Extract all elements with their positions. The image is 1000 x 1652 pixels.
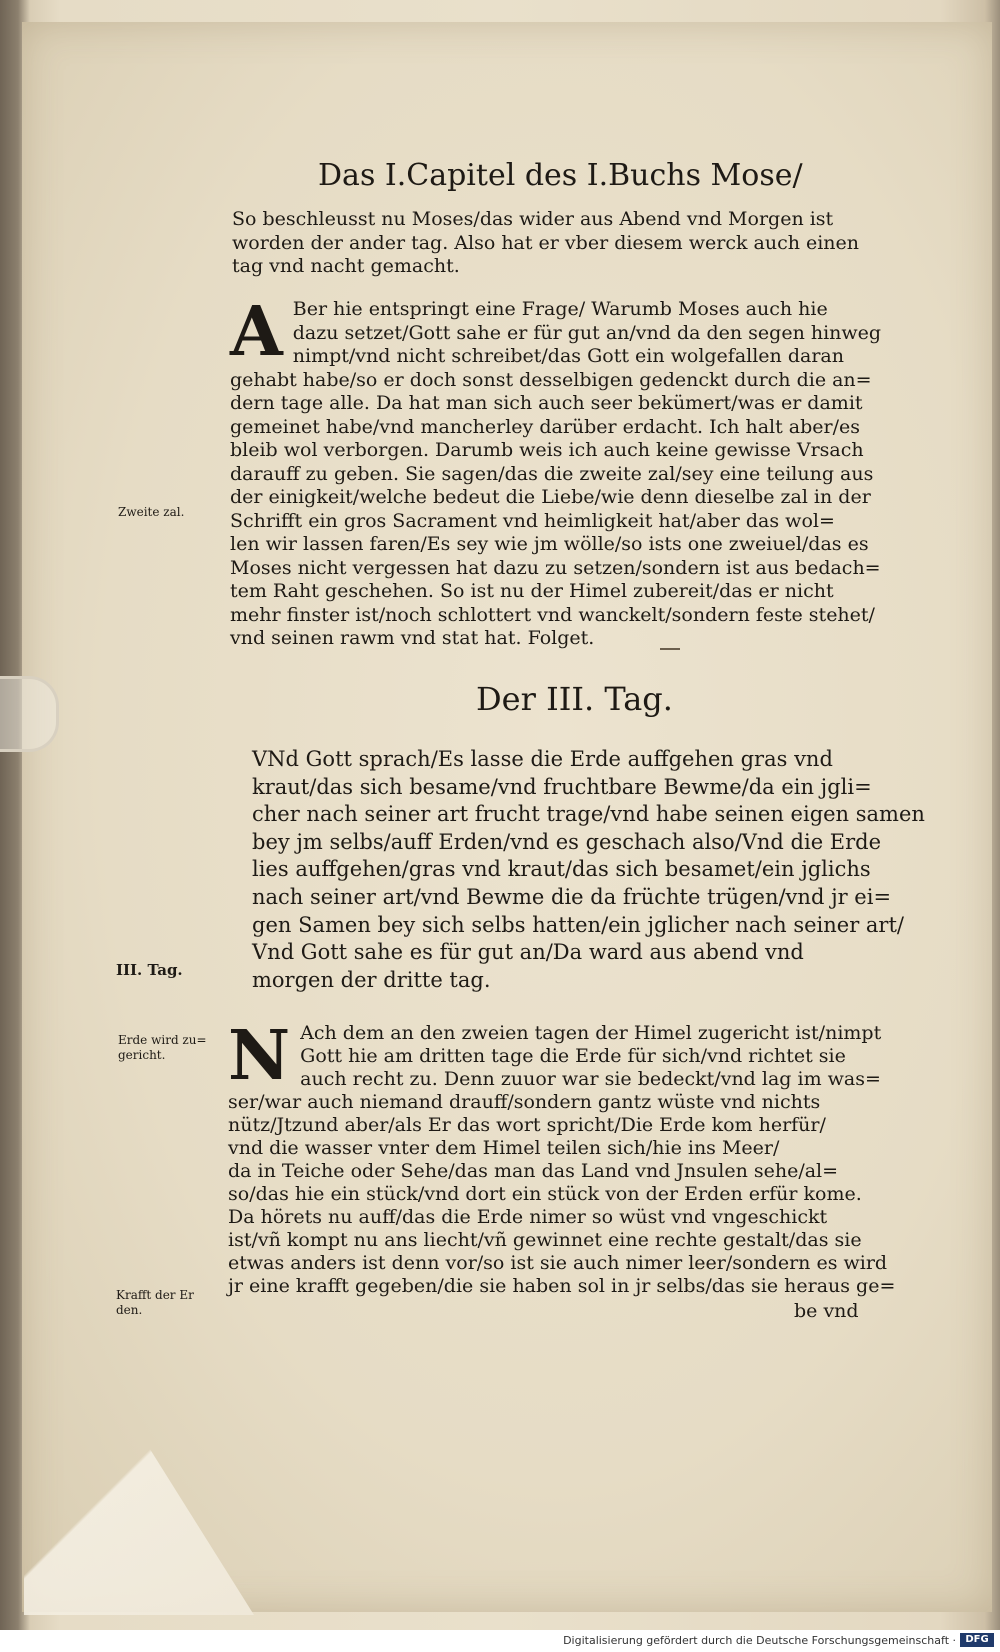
text-line: tag vnd nacht gemacht. — [232, 255, 460, 277]
page-clip — [0, 676, 59, 752]
text-line: nimpt/vnd nicht schreibet/das Gott ein wolgefallen daran — [292, 345, 844, 367]
text-line: Ber hie entspringt eine Frage/ Warumb Moses auch hie — [292, 298, 828, 320]
text-line: auch recht zu. Denn zuuor war sie bedeckt/vnd lag im was= — [300, 1068, 881, 1090]
text-line: Ach dem an den zweien tagen der Himel zugericht ist/nimpt — [300, 1022, 882, 1044]
text-line: Moses nicht vergessen hat dazu zu setzen/sondern ist aus bedach= — [230, 556, 881, 579]
page-heading: Das I.Capitel des I.Buchs Mose/ — [318, 158, 803, 193]
text-line: nach seiner art/vnd Bewme die da früchte trügen/vnd jr ei= — [252, 884, 892, 909]
text-line: mehr finster ist/noch schlottert vnd wanckelt/sondern feste stehet/ — [230, 603, 875, 626]
paragraph-commentary — [228, 1016, 896, 1298]
margin-note-line: Krafft der Er — [116, 1288, 194, 1302]
text-line: worden der ander tag. Also hat er vber diesem werck auch einen — [232, 231, 860, 254]
text-line: kraut/das sich besame/vnd fruchtbare Bewme/da ein jgli= — [252, 774, 872, 799]
text-line: etwas anders ist denn vor/so ist sie auch nimer leer/sondern es wird — [228, 1252, 888, 1274]
text-line: Schrifft ein gros Sacrament vnd heimligkeit hat/aber das wol= — [230, 509, 835, 532]
text-line: darauff zu geben. Sie sagen/das die zweite zal/sey eine teilung aus — [230, 462, 874, 485]
section-heading: Der III. Tag. — [476, 680, 673, 718]
text-line: ser/war auch niemand drauff/sondern gantz wüste vnd nichts — [228, 1091, 821, 1113]
divider-mark — [660, 648, 680, 650]
margin-note-line: Erde wird zu= — [118, 1033, 207, 1047]
text-line: dern tage alle. Da hat man sich auch seer bekümert/was er damit — [230, 392, 863, 414]
margin-note-erde — [118, 1033, 207, 1063]
text-line: gehabt habe/so er doch sonst desselbigen gedenckt durch die an= — [230, 368, 872, 391]
text-line: cher nach seiner art frucht trage/vnd habe seinen eigen samen — [252, 802, 925, 827]
text-line: vnd seinen rawm vnd stat hat. Folget. — [230, 627, 595, 649]
scripture-passage — [252, 746, 925, 994]
margin-note-krafft — [116, 1288, 194, 1318]
text-line: vnd die wasser vnter dem Himel teilen sich/hie ins Meer/ — [228, 1137, 780, 1159]
text-line: jr eine krafft gegeben/die sie haben sol in jr selbs/das sie heraus ge= — [228, 1275, 896, 1297]
dfg-logo: DFG — [960, 1633, 994, 1647]
drop-capital: A — [230, 292, 283, 372]
text-line: Vnd Gott sahe es für gut an/Da ward aus abend vnd — [252, 940, 804, 965]
paragraph-intro — [232, 208, 859, 279]
text-line: gen Samen bey sich selbs hatten/ein jglicher nach seiner art/ — [252, 912, 904, 937]
drop-capital: N — [228, 1016, 291, 1096]
digitization-credit: Digitalisierung gefördert durch die Deutsche Forschungsgemeinschaft · — [563, 1634, 956, 1647]
text-line: tem Raht geschehen. So ist nu der Himel zubereit/das er nicht — [230, 580, 834, 602]
text-line: Gott hie am dritten tage die Erde für sich/vnd richtet sie — [300, 1045, 846, 1067]
text-line: ist/vñ kompt nu ans liecht/vñ gewinnet eine rechte gestalt/das sie — [228, 1229, 862, 1251]
text-line: so/das hie ein stück/vnd dort ein stück von der Erden erfür kome. — [228, 1183, 862, 1205]
text-line: So beschleusst nu Moses/das wider aus Abend vnd Morgen ist — [232, 208, 834, 230]
margin-note-line: den. — [116, 1303, 143, 1317]
text-line: VNd Gott sprach/Es lasse die Erde auffgehen gras vnd — [252, 747, 833, 771]
margin-note-line: gericht. — [118, 1048, 166, 1062]
text-line: bey jm selbs/auff Erden/vnd es geschach also/Vnd die Erde — [252, 829, 882, 854]
paragraph-frage — [230, 292, 882, 651]
text-line: lies auffgehen/gras vnd kraut/das sich besamet/ein jglichs — [252, 857, 871, 882]
text-line: bleib wol verborgen. Darumb weis ich auch keine gewisse Vrsach — [230, 439, 864, 461]
text-line: morgen der dritte tag. — [252, 967, 491, 992]
catchword: be vnd — [794, 1300, 859, 1322]
margin-note-iii-tag: III. Tag. — [116, 961, 183, 979]
text-line: len wir lassen faren/Es sey wie jm wölle/so ists one zweiuel/das es — [230, 533, 869, 555]
text-line: der einigkeit/welche bedeut die Liebe/wie denn dieselbe zal in der — [230, 486, 871, 508]
text-line: gemeinet habe/vnd mancherley darüber erdacht. Ich halt aber/es — [230, 415, 861, 438]
text-line: dazu setzet/Gott sahe er für gut an/vnd da den segen hinweg — [292, 321, 882, 344]
text-line: da in Teiche oder Sehe/das man das Land vnd Jnsulen sehe/al= — [228, 1160, 839, 1182]
text-line: Da hörets nu auff/das die Erde nimer so wüst vnd vngeschickt — [228, 1206, 828, 1228]
margin-note-zweite-zal: Zweite zal. — [118, 505, 185, 519]
text-line: nütz/Jtzund aber/als Er das wort spricht/Die Erde kom herfür/ — [228, 1114, 826, 1136]
